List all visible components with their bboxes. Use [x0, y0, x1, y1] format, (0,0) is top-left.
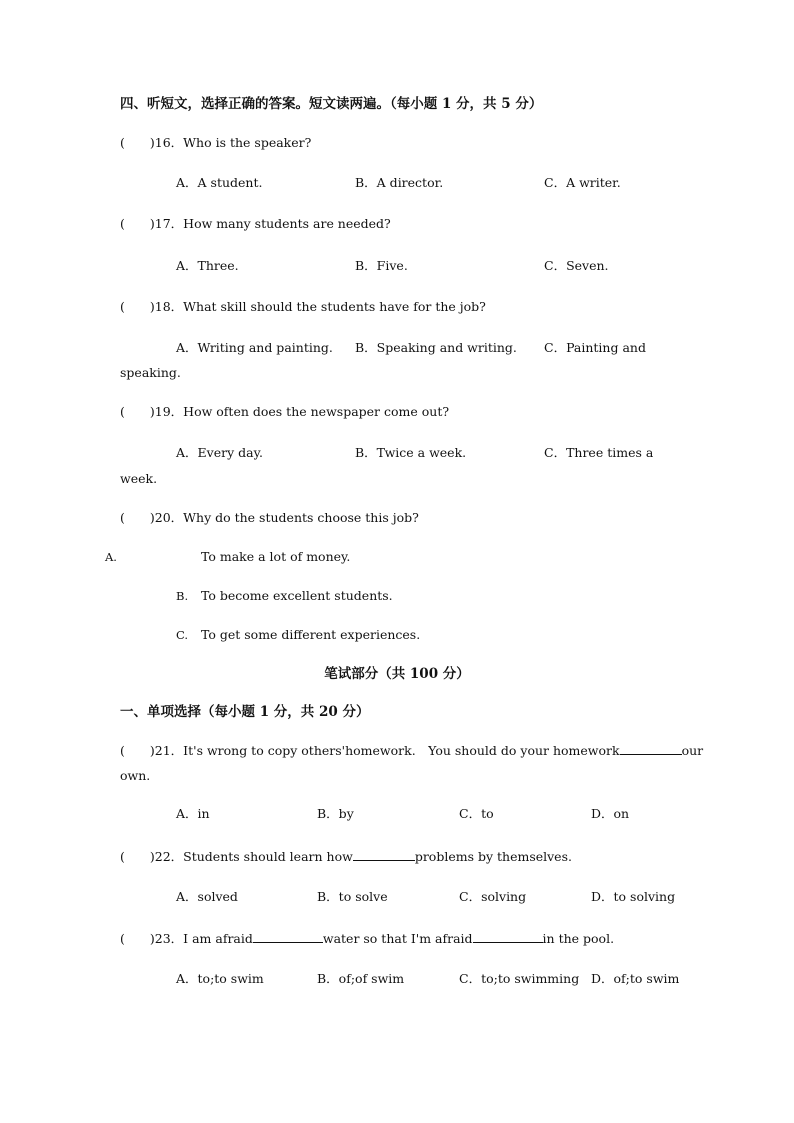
question-stem-end: in the pool. — [542, 931, 615, 946]
question-stem: What skill should the students have for the job? — [183, 299, 486, 314]
written-part-title: 笔试部分（共 100 分） — [324, 666, 470, 682]
option-a: A．to;to swim — [176, 971, 264, 986]
option-c-text: To get some different experiences. — [201, 627, 421, 642]
option-c: C．Seven. — [544, 258, 609, 273]
option-b: B．by — [317, 806, 354, 821]
option-d: D．to solving — [591, 889, 676, 904]
option-a: A．solved — [176, 889, 238, 904]
option-b-text: To become excellent students. — [201, 588, 393, 603]
option-c: C．Three times a — [544, 445, 654, 460]
option-d: D．on — [591, 806, 630, 821]
section-4-title: 四、听短文，选择正确的答案。短文读两遍。（每小题 1 分，共 5 分） — [120, 96, 543, 112]
option-c: C．A writer. — [544, 175, 621, 190]
question-number: ( )21． — [120, 743, 184, 758]
answer-blank — [620, 742, 682, 755]
option-a: A．A student. — [176, 175, 263, 190]
answer-blank — [253, 930, 323, 943]
option-b: B．to solve — [317, 889, 388, 904]
option-a: A．Every day. — [176, 445, 263, 460]
question-wrap: own. — [120, 768, 151, 783]
option-a-text: To make a lot of money. — [201, 549, 351, 564]
option-c-wrap: week. — [120, 471, 158, 486]
option-b: B．of;of swim — [317, 971, 405, 986]
question-stem: How often does the newspaper come out? — [183, 404, 450, 419]
answer-blank — [473, 930, 543, 943]
question-stem-end: our — [681, 743, 704, 758]
question-20 — [120, 510, 419, 526]
question-16 — [120, 135, 311, 151]
option-c: C．solving — [459, 889, 527, 904]
question-stem: How many students are needed? — [183, 216, 391, 231]
option-b: B．Five. — [355, 258, 408, 273]
question-22 — [120, 848, 572, 865]
option-a: A．Writing and painting. — [176, 340, 333, 355]
option-c-wrap: speaking. — [120, 365, 181, 380]
question-18 — [120, 299, 486, 315]
question-stem-end: problems by themselves. — [414, 849, 572, 864]
question-number: ( )19． — [120, 404, 184, 419]
question-number: ( )22． — [120, 849, 184, 864]
question-stem: Why do the students choose this job? — [183, 510, 419, 525]
option-a-letter: A. — [105, 550, 117, 564]
option-b: B．A director. — [355, 175, 444, 190]
question-stem: It's wrong to copy others'homework. You should do your homework — [183, 743, 620, 758]
option-a: A．Three. — [176, 258, 239, 273]
section-1-title: 一、单项选择（每小题 1 分，共 20 分） — [120, 704, 370, 720]
option-c: C．to;to swimming — [459, 971, 580, 986]
question-number: ( )20． — [120, 510, 184, 525]
question-number: ( )16． — [120, 135, 184, 150]
option-d: D．of;to swim — [591, 971, 680, 986]
question-stem: Who is the speaker? — [183, 135, 312, 150]
answer-blank — [353, 848, 415, 861]
question-number: ( )17． — [120, 216, 184, 231]
option-c-letter: C. — [176, 628, 189, 642]
question-number: ( )18． — [120, 299, 184, 314]
question-stem-mid: water so that I'm afraid — [322, 931, 473, 946]
option-a: A．in — [176, 806, 210, 821]
question-number: ( )23． — [120, 931, 184, 946]
question-stem: Students should learn how — [183, 849, 353, 864]
question-17 — [120, 216, 391, 232]
option-c: C．to — [459, 806, 494, 821]
option-c: C．Painting and — [544, 340, 646, 355]
question-stem: I am afraid — [183, 931, 253, 946]
question-21 — [120, 742, 703, 759]
question-19 — [120, 404, 449, 420]
option-b: B．Twice a week. — [355, 445, 467, 460]
option-b: B．Speaking and writing. — [355, 340, 517, 355]
option-b-letter: B. — [176, 589, 189, 603]
question-23 — [120, 930, 614, 947]
